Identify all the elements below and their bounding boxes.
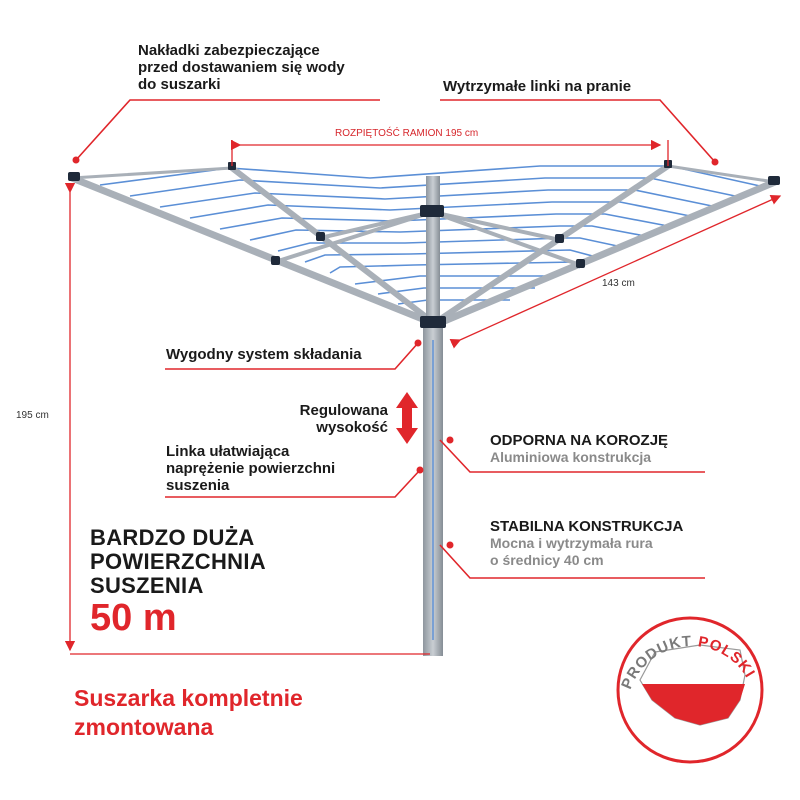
- surface-line-2: POWIERZCHNIA: [90, 549, 266, 574]
- tension-line-2: naprężenie powierzchni: [166, 460, 336, 477]
- footer-line-1: Suszarka kompletnie: [74, 685, 303, 711]
- corrosion-callout: [490, 432, 668, 466]
- caps-line-1: Nakładki zabezpieczające: [138, 42, 320, 59]
- height-callout: [284, 402, 388, 436]
- stable-sub-2: o średnicy 40 cm: [490, 552, 604, 568]
- surface-line-3: SUSZENIA: [90, 573, 204, 598]
- height-adjust-arrow: [396, 392, 418, 444]
- surface-line-1: BARDZO DUŻA: [90, 525, 255, 550]
- lines-callout: Wytrzymałe linki na pranie: [443, 78, 632, 95]
- pole-upper: [426, 176, 440, 326]
- height-line-1: Regulowana: [299, 402, 388, 419]
- arm-dimension-label: 143 cm: [602, 278, 635, 289]
- caps-callout: [138, 42, 345, 93]
- corrosion-title: ODPORNA NA KOROZJĘ: [490, 432, 669, 449]
- footer-line-2: zmontowana: [74, 714, 214, 740]
- stable-callout: [490, 518, 683, 569]
- span-dimension: [232, 140, 668, 166]
- height-line-2: wysokość: [316, 419, 388, 436]
- span-dimension-label: ROZPIĘTOŚĆ RAMION 195 cm: [335, 128, 479, 139]
- stable-title: STABILNA KONSTRUKCJA: [490, 518, 684, 535]
- height-dimension-label: 195 cm: [16, 410, 49, 421]
- surface-value: 50 m: [90, 597, 177, 639]
- caps-line-3: do suszarki: [138, 76, 221, 93]
- tension-callout: [166, 443, 335, 494]
- badge-word2: POLSKI: [696, 633, 759, 682]
- footer-title: [74, 684, 303, 742]
- stable-sub-1: Mocna i wytrzymała rura: [490, 535, 653, 551]
- tension-line-3: suszenia: [166, 477, 230, 494]
- surface-block: [90, 526, 266, 638]
- tension-line-1: Linka ułatwiająca: [166, 443, 290, 460]
- corrosion-sub: Aluminiowa konstrukcja: [490, 449, 652, 465]
- produkt-polski-seal: [618, 618, 762, 762]
- badge-word1: PRODUKT: [618, 632, 693, 692]
- caps-line-2: przed dostawaniem się wody: [138, 59, 345, 76]
- folding-callout: Wygodny system składania: [166, 346, 362, 363]
